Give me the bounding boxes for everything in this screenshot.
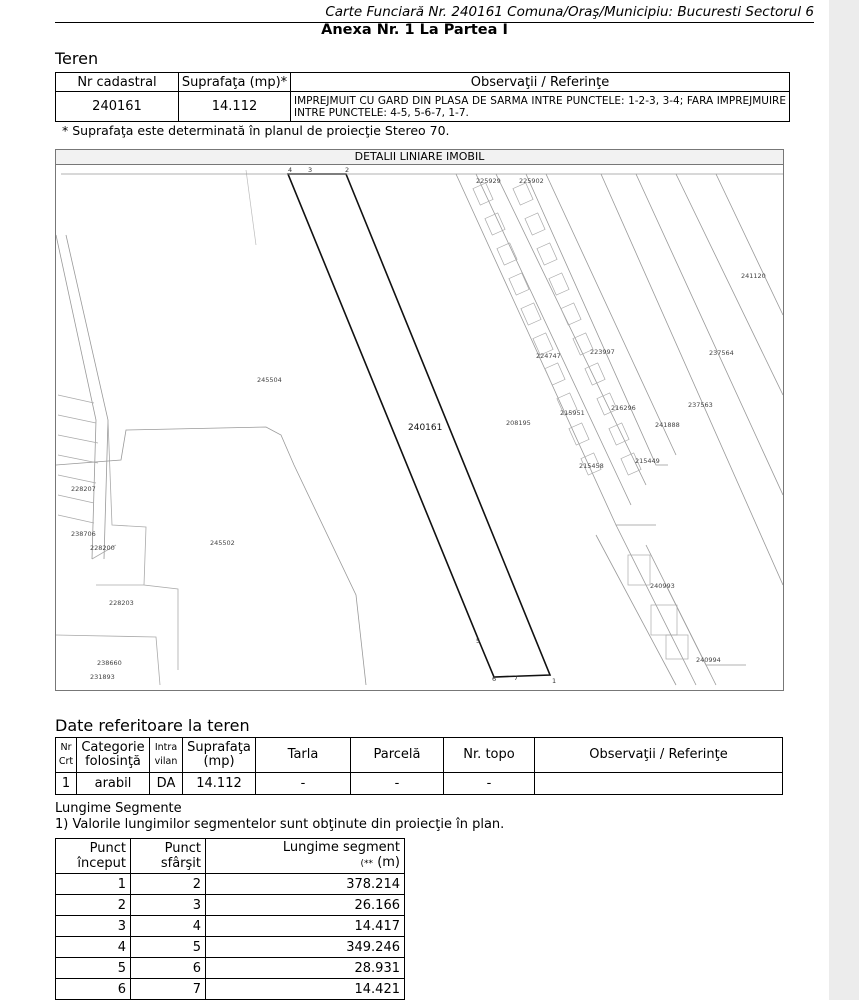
map-parcel-238660: 238660 [97, 659, 122, 667]
map-parcel-240994: 240994 [696, 656, 721, 664]
cell-observatii [535, 773, 783, 795]
map-parcel-224747: 224747 [536, 352, 561, 360]
map-point-label-4: 4 [288, 166, 293, 174]
cell-nr-topo: - [444, 773, 535, 795]
map-parcel-label: 240161 [408, 423, 443, 433]
segment-length: 378.214 [206, 874, 405, 895]
col-suprafata: Suprafaţa (mp)* [179, 73, 291, 92]
map-parcel-215951: 215951 [560, 409, 585, 417]
cell-nr: 1 [56, 773, 77, 795]
cell-categorie: arabil [77, 773, 150, 795]
table-row [56, 958, 405, 979]
map-point-label-3: 3 [308, 166, 313, 174]
lungime-segmente-note: 1) Valorile lungimilor segmentelor sunt obţinute din proiecţie în plan. [55, 817, 505, 832]
anexa-title: Anexa Nr. 1 La Partea I [321, 22, 508, 38]
map-point-label-5: 5 [476, 637, 481, 645]
map-point-label-2: 2 [345, 166, 350, 174]
map-parcel-228207: 228207 [71, 485, 96, 493]
col-parcela: Parcelă [351, 738, 444, 773]
map-parcel-228200: 228200 [90, 544, 115, 552]
map-point-label-7: 7 [514, 674, 519, 682]
col-punct-sfarsit: Punct sfârşit [131, 839, 206, 874]
unit-label: (m) [377, 855, 400, 870]
col-observatii-teren: Observaţii / Referinţe [535, 738, 783, 773]
col-tarla: Tarla [256, 738, 351, 773]
col-nr-cadastral: Nr cadastral [56, 73, 179, 92]
segment-start: 5 [56, 958, 131, 979]
table-row [56, 874, 405, 895]
lungime-segmente-title: Lungime Segmente [55, 801, 182, 816]
table-row [56, 979, 405, 1000]
teren-section-title: Teren [55, 49, 99, 68]
segment-start: 1 [56, 874, 131, 895]
segment-start: 2 [56, 895, 131, 916]
segment-length: 28.931 [206, 958, 405, 979]
segment-end: 3 [131, 895, 206, 916]
cell-intravilan: DA [150, 773, 183, 795]
map-parcel-228203: 228203 [109, 599, 134, 607]
segment-end: 5 [131, 937, 206, 958]
col-intravilan: Intra vilan [150, 738, 183, 773]
segment-end: 4 [131, 916, 206, 937]
table-row [56, 937, 405, 958]
parcel-map [55, 149, 784, 691]
segment-length: 349.246 [206, 937, 405, 958]
map-parcel-237563: 237563 [688, 401, 713, 409]
map-parcel-238706: 238706 [71, 530, 96, 538]
map-parcel-215458: 215458 [579, 462, 604, 470]
map-parcel-241888: 241888 [655, 421, 680, 429]
col-punct-inceput: Punct început [56, 839, 131, 874]
map-parcel-231893: 231893 [90, 673, 115, 681]
map-title: DETALII LINIARE IMOBIL [56, 150, 783, 165]
col-observatii: Observaţii / Referinţe [291, 73, 790, 92]
map-parcel-245504: 245504 [257, 376, 282, 384]
cell-parcela: - [351, 773, 444, 795]
table-row [56, 916, 405, 937]
map-drawing [56, 165, 783, 689]
table-row [56, 773, 783, 795]
table-row [56, 92, 790, 122]
nr-cadastral-value: 240161 [56, 92, 179, 122]
col-categorie: Categorie folosinţă [77, 738, 150, 773]
segment-end: 2 [131, 874, 206, 895]
observatii-value: IMPREJMUIT CU GARD DIN PLASA DE SARMA INTRE PUNCTELE: 1-2-3, 3-4; FARA IMPREJMUIRE INTRE PUNCTELE: 4-5, 5-6-7, 1-7. [291, 92, 790, 122]
col-suprafata-teren: Suprafaţa (mp) [183, 738, 256, 773]
col-nr-crt: Nr Crt [56, 738, 77, 773]
suprafata-value: 14.112 [179, 92, 291, 122]
teren-table [55, 72, 790, 122]
map-parcel-223997: 223997 [590, 348, 615, 356]
map-parcel-225902: 225902 [519, 177, 544, 185]
segment-start: 4 [56, 937, 131, 958]
segment-length: 14.417 [206, 916, 405, 937]
segment-end: 7 [131, 979, 206, 1000]
map-parcel-208195: 208195 [506, 419, 531, 427]
stereo70-footnote: * Suprafaţa este determinată în planul de proiecţie Stereo 70. [62, 123, 450, 138]
map-parcel-215449: 215449 [635, 457, 660, 465]
map-parcel-245502: 245502 [210, 539, 235, 547]
map-parcel-240993: 240993 [650, 582, 675, 590]
cell-suprafata: 14.112 [183, 773, 256, 795]
map-parcel-225929: 225929 [476, 177, 501, 185]
col-nr-topo: Nr. topo [444, 738, 535, 773]
map-point-label-1: 1 [552, 677, 557, 685]
map-parcel-237564: 237564 [709, 349, 734, 357]
segment-length: 14.421 [206, 979, 405, 1000]
segment-start: 6 [56, 979, 131, 1000]
segment-end: 6 [131, 958, 206, 979]
map-point-label-6: 6 [492, 675, 497, 683]
segment-lengths-table [55, 838, 405, 1000]
unit-marker: (** [360, 859, 374, 869]
date-teren-table [55, 737, 783, 795]
carte-funciara-header: Carte Funciară Nr. 240161 Comuna/Oraş/Municipiu: Bucuresti Sectorul 6 [55, 4, 814, 23]
lungime-label: Lungime segment [282, 840, 400, 855]
segment-length: 26.166 [206, 895, 405, 916]
cell-tarla: - [256, 773, 351, 795]
map-parcel-216296: 216296 [611, 404, 636, 412]
table-row [56, 895, 405, 916]
map-parcel-241120: 241120 [741, 272, 766, 280]
col-lungime-segment [206, 839, 405, 874]
right-margin-strip [829, 0, 859, 1000]
segment-start: 3 [56, 916, 131, 937]
date-teren-title: Date referitoare la teren [55, 716, 250, 735]
